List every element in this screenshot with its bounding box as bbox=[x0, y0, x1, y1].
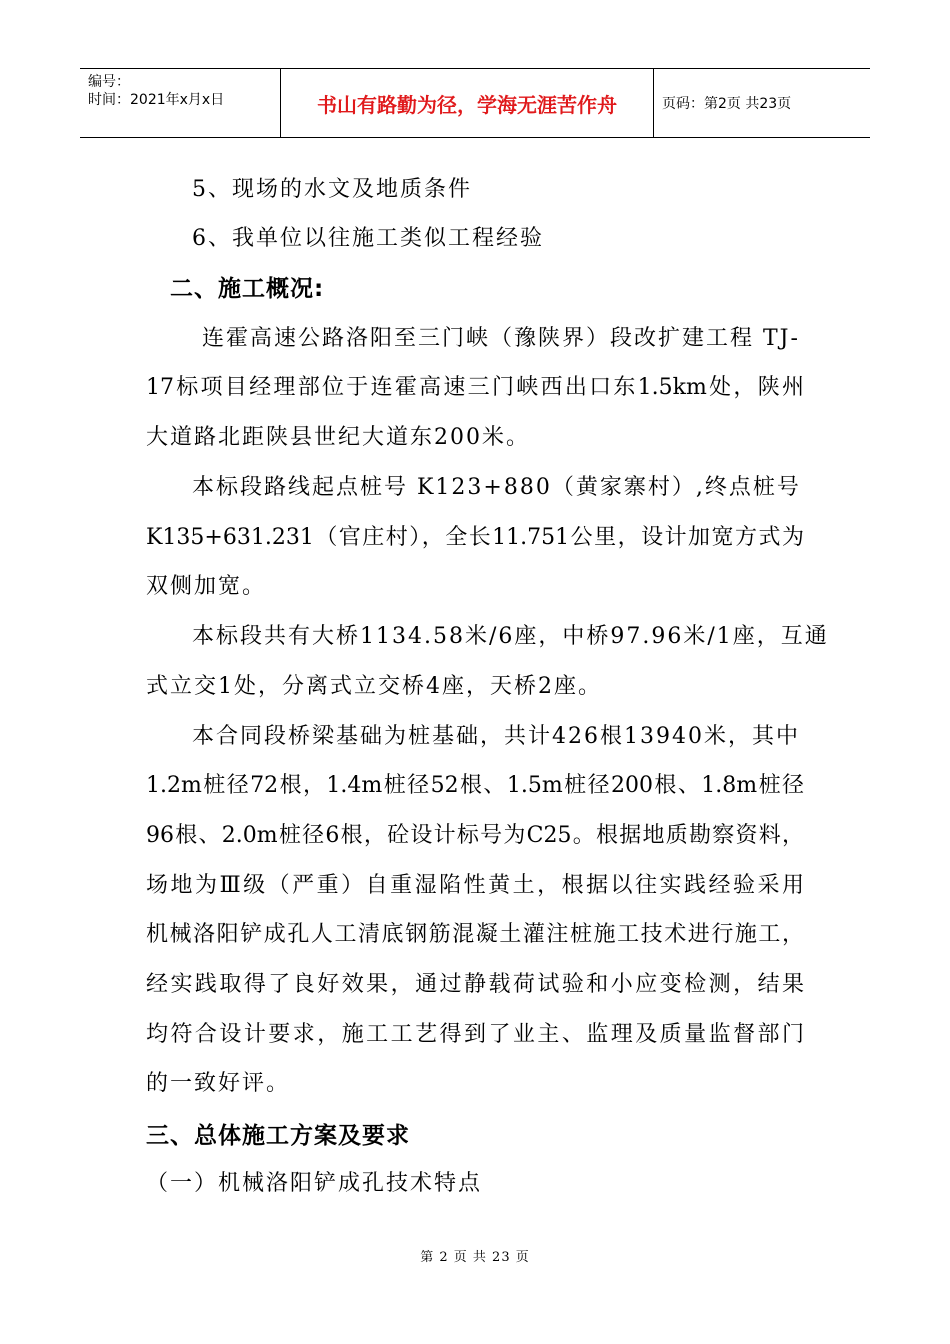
section-heading-3: 三、总体施工方案及要求 bbox=[146, 1123, 410, 1149]
paragraph-line: 本标段共有大桥1134.58米/6座，中桥97.96米/1座，互通 bbox=[192, 624, 829, 649]
paragraph-line: 96根、2.0m桩径6根，砼设计标号为C25。根据地质勘察资料， bbox=[146, 823, 804, 848]
document-time-label: 时间：2021年x月x日 bbox=[88, 92, 225, 108]
paragraph-line: 经实践取得了良好效果，通过静载荷试验和小应变检测，结果 bbox=[146, 972, 804, 997]
header-meta bbox=[80, 69, 281, 137]
document-number-label: 编号： bbox=[88, 74, 130, 90]
subsection-heading-1: （一）机械洛阳铲成孔技术特点 bbox=[146, 1171, 483, 1196]
list-item-6: 6、我单位以往施工类似工程经验 bbox=[192, 226, 544, 251]
paragraph-line: 场地为Ⅲ级（严重）自重湿陷性黄土，根据以往实践经验采用 bbox=[146, 873, 804, 898]
page-header bbox=[80, 68, 870, 138]
paragraph-line: 机械洛阳铲成孔人工清底钢筋混凝土灌注桩施工技术进行施工， bbox=[146, 922, 804, 947]
paragraph-line: K135+631.231（官庄村），全长11.751公里，设计加宽方式为 bbox=[146, 525, 804, 550]
paragraph-line: 的一致好评。 bbox=[146, 1071, 291, 1096]
paragraph-line: 1.2m桩径72根，1.4m桩径52根、1.5m桩径200根、1.8m桩径 bbox=[146, 773, 805, 798]
page-footer: 第 2 页 共 23 页 bbox=[420, 1250, 530, 1265]
paragraph-line: 本合同段桥梁基础为桩基础，共计426根13940米，其中 bbox=[192, 724, 800, 749]
paragraph-line: 大道路北距陕县世纪大道东200米。 bbox=[146, 425, 530, 450]
section-heading-2: 二、施工概况: bbox=[170, 276, 325, 302]
paragraph-line: 连霍高速公路洛阳至三门峡（豫陕界）段改扩建工程 TJ- bbox=[202, 326, 800, 351]
list-item-5: 5、现场的水文及地质条件 bbox=[192, 177, 472, 202]
header-page-info: 页码：第2页 共23页 bbox=[662, 96, 792, 112]
header-motto: 书山有路勤为径，学海无涯苦作舟 bbox=[281, 69, 654, 137]
paragraph-line: 双侧加宽。 bbox=[146, 574, 267, 599]
paragraph-line: 本标段路线起点桩号 K123+880（黄家寨村）,终点桩号 bbox=[192, 475, 801, 500]
paragraph-line: 17标项目经理部位于连霍高速三门峡西出口东1.5km处，陕州 bbox=[146, 375, 804, 400]
paragraph-line: 式立交1处，分离式立交桥4座，天桥2座。 bbox=[146, 674, 602, 699]
paragraph-line: 均符合设计要求，施工工艺得到了业主、监理及质量监督部门 bbox=[146, 1022, 804, 1047]
